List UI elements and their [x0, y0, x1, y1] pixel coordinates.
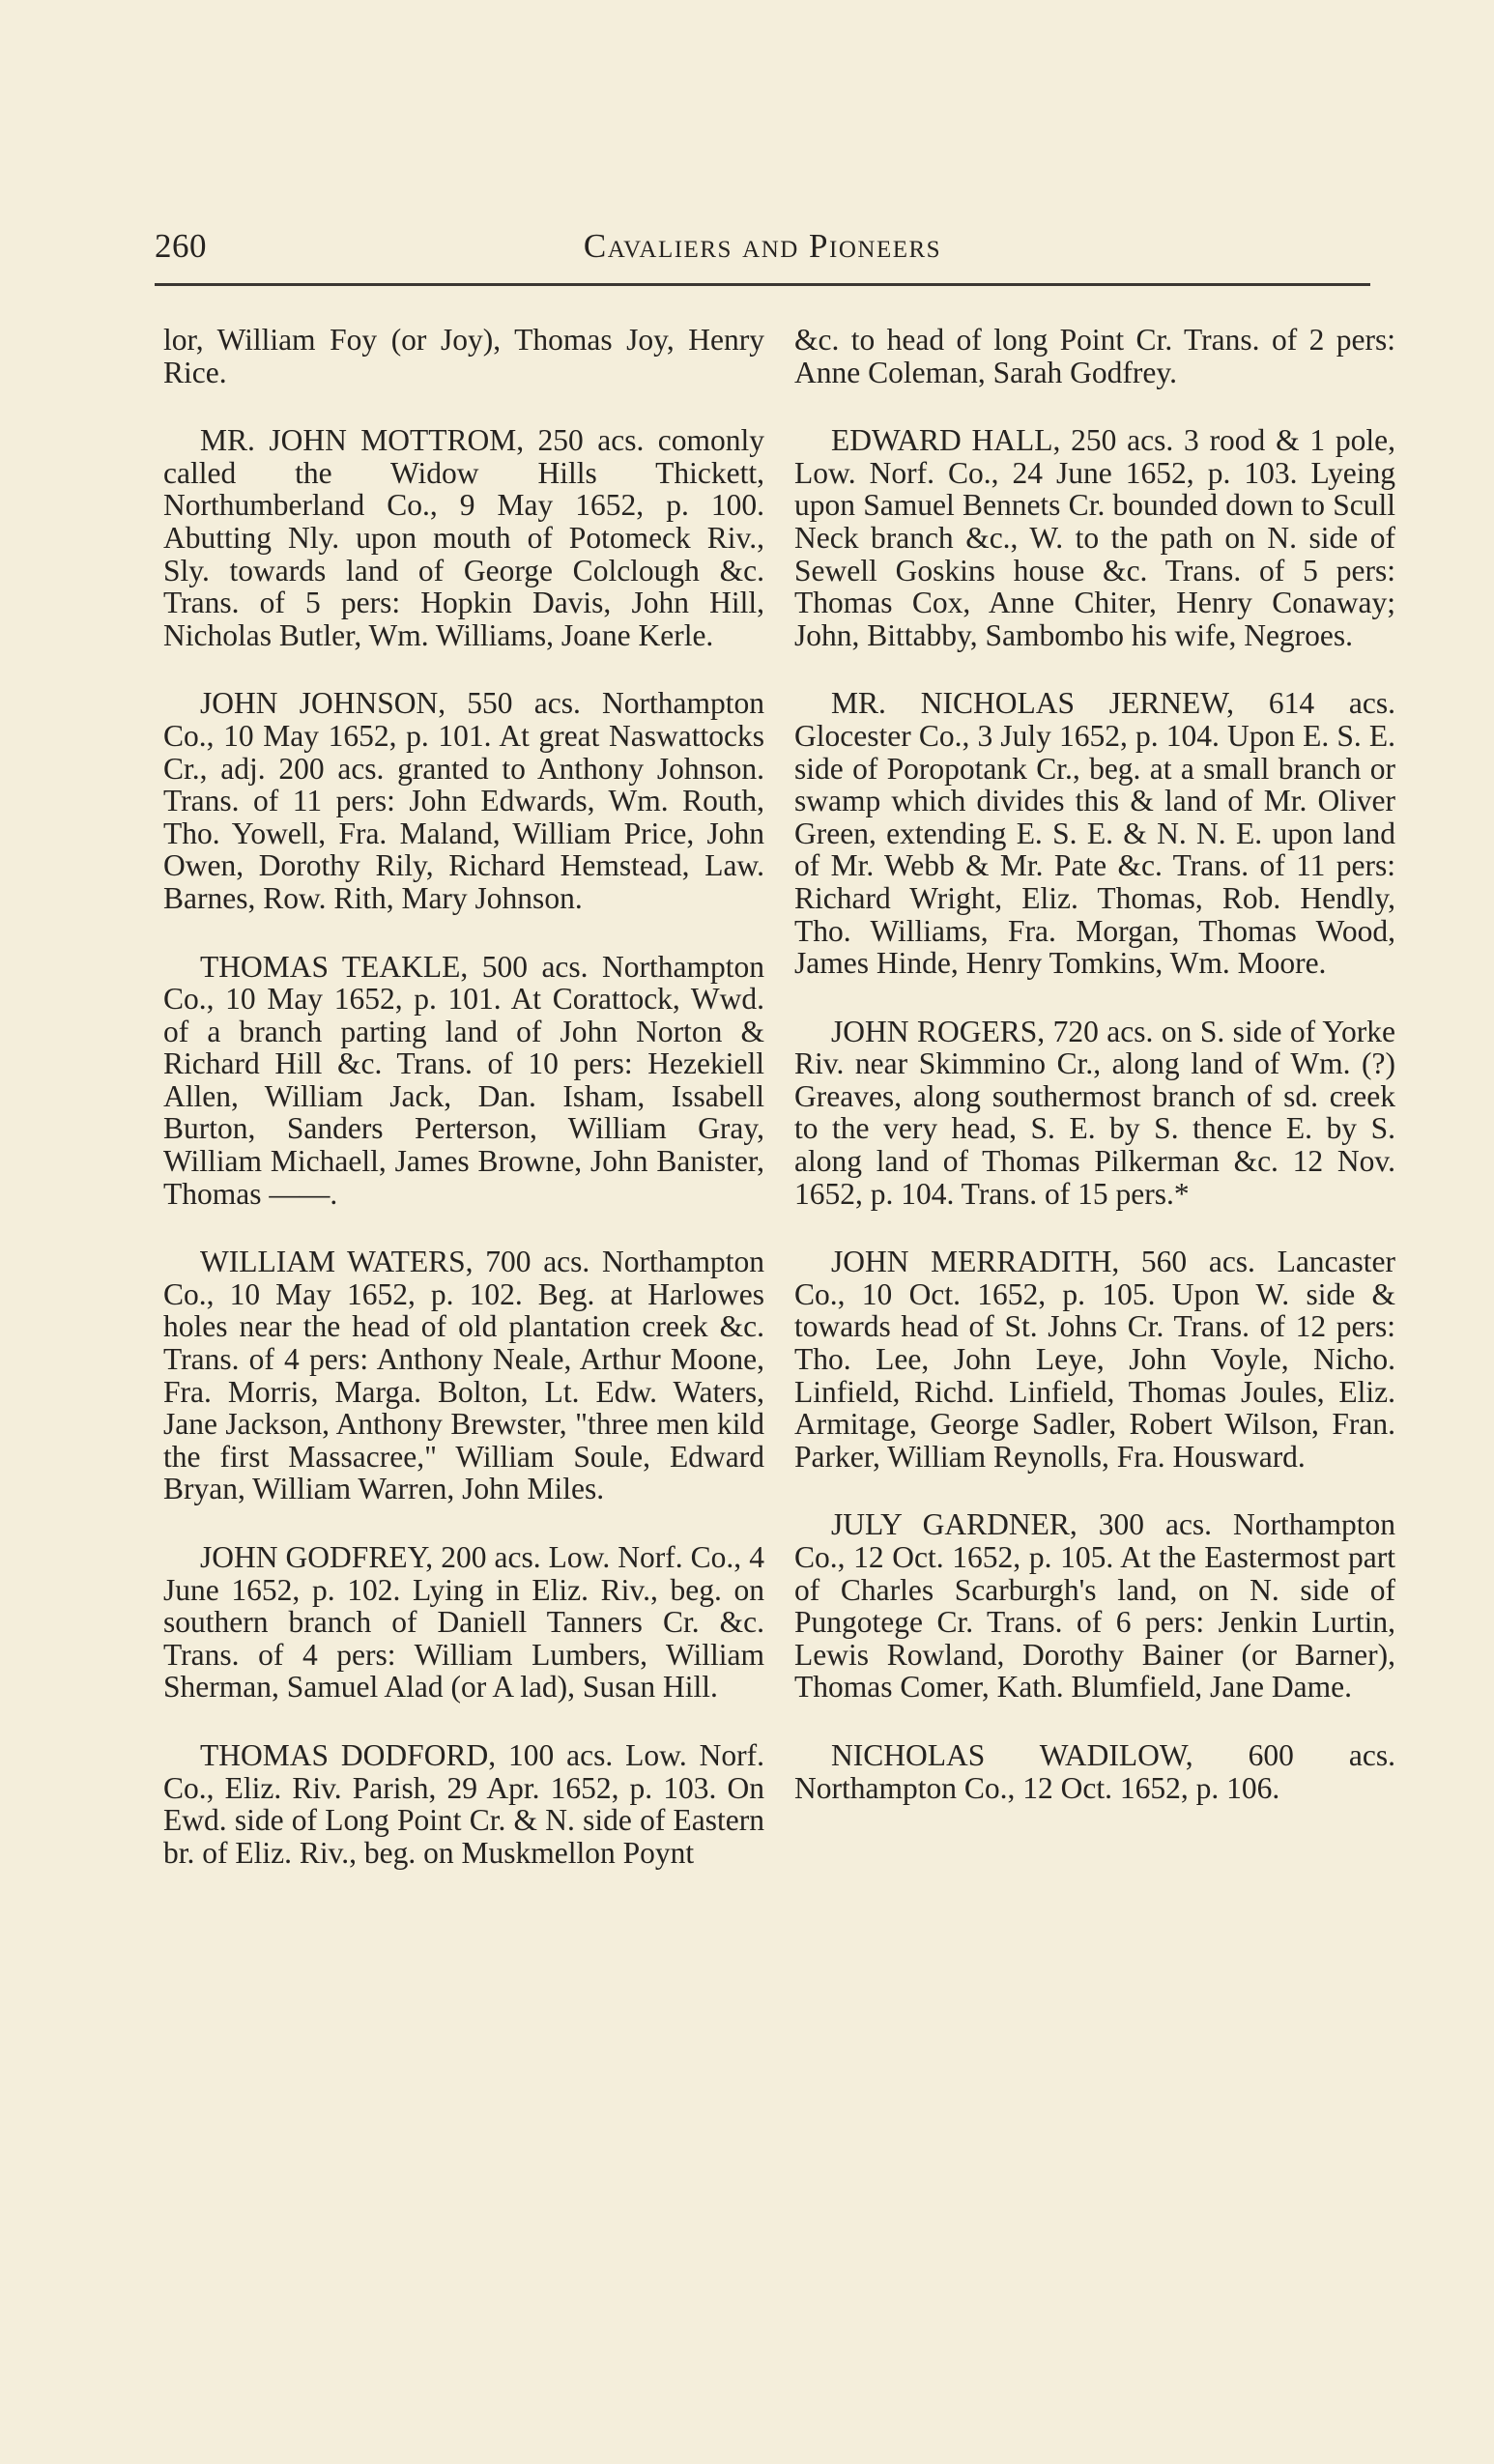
entry-john-godfrey: JOHN GODFREY, 200 acs. Low. Norf. Co., 4 June 1652, p. 102. Lying in Eliz. Riv., beg. on southern branch of Daniell Tanners Cr. &c. Trans. of 4 pers: William Lumbers, William Sherman, Samuel Alad (or A lad), Susan Hill. [163, 1540, 764, 1705]
running-head [155, 227, 1370, 275]
entry-john-mottrom: MR. JOHN MOTTROM, 250 acs. comonly called the Widow Hills Thickett, Northumberland Co., 9 May 1652, p. 100. Abutting Nly. upon mouth of Potomeck Riv., Sly. towards land of George Colclough &c. Trans. of 5 pers: Hopkin Davis, John Hill, Nicholas Butler, Wm. Williams, Joane Kerle. [163, 423, 764, 652]
left-column [163, 324, 764, 1869]
entry-edward-hall: EDWARD HALL, 250 acs. 3 rood & 1 pole, Low. Norf. Co., 24 June 1652, p. 103. Lyeing upon Samuel Bennets Cr. bounded down to Scull Neck branch &c., W. to the path on N. side of Sewell Goskins house &c. Trans. of 5 pers: Thomas Cox, Anne Chiter, Henry Conaway; John, Bittabby, Sambombo his wife, Negroes. [794, 423, 1395, 652]
entry-continuation: &c. to head of long Point Cr. Trans. of 2 pers: Anne Coleman, Sarah Godfrey. [794, 323, 1395, 389]
entry-john-merradith: JOHN MERRADITH, 560 acs. Lancaster Co., 10 Oct. 1652, p. 105. Upon W. side & towards head of St. Johns Cr. Trans. of 12 pers: Tho. Lee, John Leye, John Voyle, Nicho. Linfield, Richd. Linfield, Thomas Joules, Eliz. Armitage, George Sadler, Robert Wilson, Fran. Parker, William Reynolls, Fra. Housward. [794, 1245, 1395, 1474]
entry-july-gardner: JULY GARDNER, 300 acs. Northampton Co., 12 Oct. 1652, p. 105. At the Eastermost part of Charles Scarburgh's land, on N. side of Pungotege Cr. Trans. of 6 pers: Jenkin Lurtin, Lewis Rowland, Dorothy Bainer (or Barner), Thomas Comer, Kath. Blumfield, Jane Dame. [794, 1507, 1395, 1705]
entry-john-johnson: JOHN JOHNSON, 550 acs. Northampton Co., 10 May 1652, p. 101. At great Naswattocks Cr., adj. 200 acs. granted to Anthony Johnson. Trans. of 11 pers: John Edwards, Wm. Routh, Tho. Yowell, Fra. Maland, William Price, John Owen, Dorothy Rily, Richard Hemstead, Law. Barnes, Row. Rith, Mary Johnson. [163, 686, 764, 915]
entry-nicholas-wadilow: NICHOLAS WADILOW, 600 acs. Northampton Co., 12 Oct. 1652, p. 106. [794, 1737, 1395, 1805]
entry-thomas-dodford: THOMAS DODFORD, 100 acs. Low. Norf. Co., Eliz. Riv. Parish, 29 Apr. 1652, p. 103. On Ewd. side of Long Point Cr. & N. side of Eastern br. of Eliz. Riv., beg. on Muskmellon Poynt [163, 1737, 764, 1870]
page-number: 260 [155, 227, 207, 265]
entry-thomas-teakle: THOMAS TEAKLE, 500 acs. Northampton Co., 10 May 1652, p. 101. At Corattock, Wwd. of a branch parting land of John Norton & Richard Hill &c. Trans. of 10 pers: Hezekiell Allen, William Jack, Dan. Isham, Issabell Burton, Sanders Perterson, William Gray, William Michaell, James Browne, John Banister, Thomas ——. [163, 949, 764, 1211]
header-rule [155, 283, 1370, 286]
entry-john-rogers: JOHN ROGERS, 720 acs. on S. side of Yorke Riv. near Skimmino Cr., along land of Wm. (?) Greaves, along southermost branch of sd. creek to the very head, S. E. by S. thence E. by S. along land of Thomas Pilkerman &c. 12 Nov. 1652, p. 104. Trans. of 15 pers.* [794, 1014, 1395, 1211]
entry-william-waters: WILLIAM WATERS, 700 acs. Northampton Co., 10 May 1652, p. 102. Beg. at Harlowes holes near the head of old plantation creek &c. Trans. of 4 pers: Anthony Neale, Arthur Moone, Fra. Morris, Marga. Bolton, Lt. Edw. Waters, Jane Jackson, Anthony Brewster, "three men kild the first Massacree," William Soule, Edward Bryan, William Warren, John Miles. [163, 1245, 764, 1506]
right-column [794, 324, 1395, 1804]
entry-nicholas-jernew: MR. NICHOLAS JERNEW, 614 acs. Glocester Co., 3 July 1652, p. 104. Upon E. S. E. side of Poropotank Cr., beg. at a small branch or swamp which divides this & land of Mr. Oliver Green, extending E. S. E. & N. N. E. upon land of Mr. Webb & Mr. Pate &c. Trans. of 11 pers: Richard Wright, Eliz. Thomas, Rob. Hendly, Tho. Williams, Fra. Morgan, Thomas Wood, James Hinde, Henry Tomkins, Wm. Moore. [794, 686, 1395, 981]
running-title: Cavaliers and Pioneers [583, 227, 942, 265]
entry-continuation: lor, William Foy (or Joy), Thomas Joy, Henry Rice. [163, 323, 764, 389]
